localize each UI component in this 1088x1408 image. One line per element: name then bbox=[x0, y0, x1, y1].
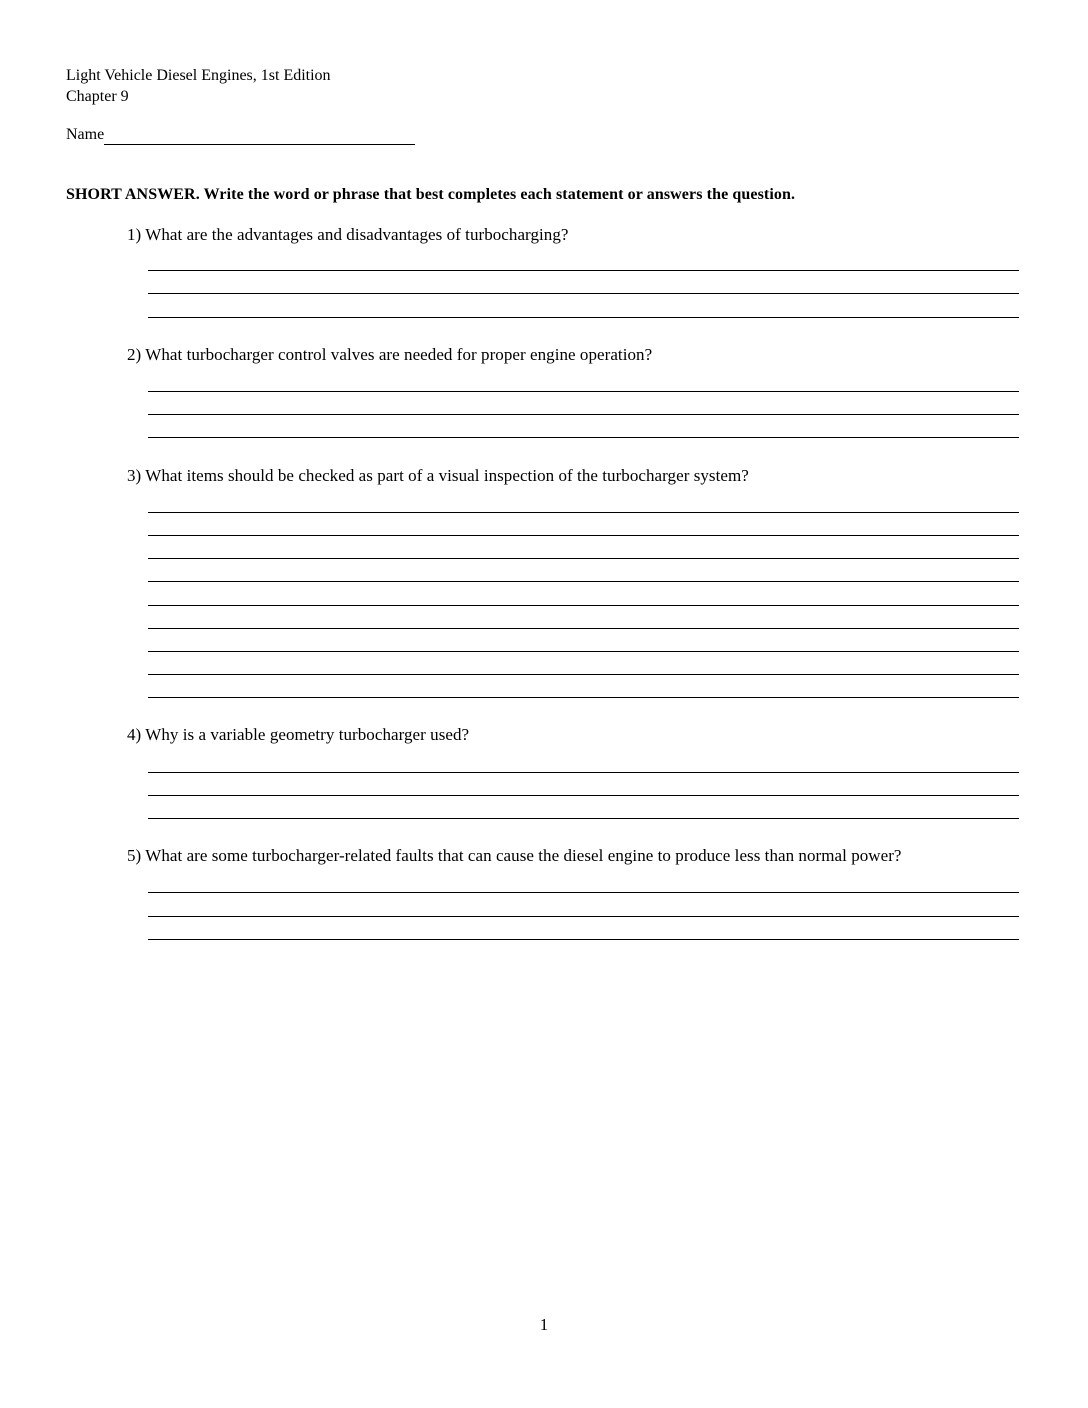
instructions-heading: SHORT ANSWER. Write the word or phrase that best completes each statement or answers the question. bbox=[66, 186, 796, 203]
question-1: 1) What are the advantages and disadvantages of turbocharging? bbox=[127, 225, 569, 244]
answer-line[interactable] bbox=[148, 628, 1019, 629]
answer-line[interactable] bbox=[148, 535, 1019, 536]
name-label: Name bbox=[66, 126, 105, 143]
page-number: 1 bbox=[539, 1315, 549, 1334]
answer-line[interactable] bbox=[148, 317, 1019, 318]
question-2: 2) What turbocharger control valves are needed for proper engine operation? bbox=[127, 345, 653, 364]
answer-line[interactable] bbox=[148, 414, 1019, 415]
answer-line[interactable] bbox=[148, 558, 1019, 559]
answer-line[interactable] bbox=[148, 818, 1019, 819]
question-3: 3) What items should be checked as part of a visual inspection of the turbocharger system? bbox=[127, 466, 749, 485]
answer-line[interactable] bbox=[148, 916, 1019, 917]
answer-line[interactable] bbox=[148, 270, 1019, 271]
answer-line[interactable] bbox=[148, 512, 1019, 513]
name-field-row bbox=[66, 125, 415, 145]
answer-line[interactable] bbox=[148, 391, 1019, 392]
answer-line[interactable] bbox=[148, 605, 1019, 606]
name-blank-line[interactable] bbox=[104, 126, 415, 145]
answer-line[interactable] bbox=[148, 674, 1019, 675]
answer-line[interactable] bbox=[148, 697, 1019, 698]
answer-line[interactable] bbox=[148, 437, 1019, 438]
answer-line[interactable] bbox=[148, 581, 1019, 582]
answer-line[interactable] bbox=[148, 772, 1019, 773]
answer-line[interactable] bbox=[148, 939, 1019, 940]
answer-line[interactable] bbox=[148, 651, 1019, 652]
chapter-label: Chapter 9 bbox=[66, 88, 129, 105]
question-5: 5) What are some turbocharger-related faults that can cause the diesel engine to produce less than normal power? bbox=[127, 846, 902, 865]
answer-line[interactable] bbox=[148, 892, 1019, 893]
answer-line[interactable] bbox=[148, 795, 1019, 796]
answer-line[interactable] bbox=[148, 293, 1019, 294]
question-4: 4) Why is a variable geometry turbocharger used? bbox=[127, 725, 470, 744]
book-title: Light Vehicle Diesel Engines, 1st Edition bbox=[66, 67, 331, 84]
